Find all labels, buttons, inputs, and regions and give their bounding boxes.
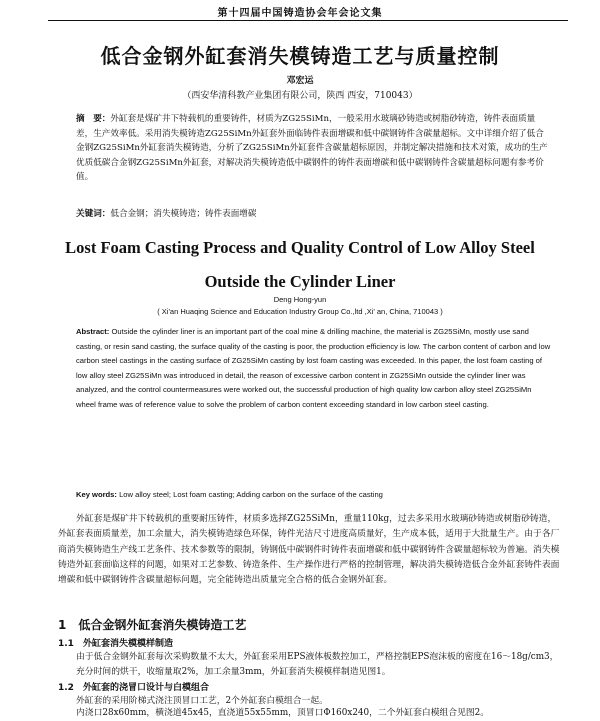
- section-heading-1: 1 低合金钢外缸套消失模铸造工艺: [58, 618, 247, 632]
- chinese-keywords-label: 关键词：: [76, 209, 111, 219]
- chinese-title: 低合金钢外缸套消失模铸造工艺与质量控制: [100, 44, 500, 68]
- english-abstract-label: Abstract:: [76, 327, 110, 336]
- intro-paragraph: 外缸套是煤矿井下转载机的重要耐压铸件，材质多选择ZG25SiMn，重量110kg，过去多采用水玻璃砂铸造或树脂砂铸造，外缸套表面质量差，加工余量大，消失模铸造绿色环保，铸件光洁尺寸进度高质量好，生产成本低，适用于大批量生产。由于各厂商消失模铸造生产线工艺条件、技术参数等的限制，铸钢低中碳钢件时铸件表面增碳和低中碳钢铸件含碳量超标较为普遍。消失模铸造外缸套面临这样的问题，如果对工艺参数、铸造条件、生产操作进行严格的控制管理，解决消失模铸造低合金外缸套铸件表面增碳和低中碳钢铸件含碳量超标问题，完全能铸造出质量完全合格的低合金钢外缸套。: [58, 514, 560, 586]
- english-keywords: [76, 490, 551, 499]
- paragraph-1-1: 由于低合金钢外缸套每次采购数量不太大，外缸套采用EPS液体板数控加工，严格控制EPS泡沫板的密度在16～18g/cm3，充分时间的烘干，收缩量取2%，加工余量3mm，外缸套消失模模样制造见图1。: [76, 652, 559, 677]
- chinese-abstract-label: 摘 要：: [76, 114, 111, 124]
- running-head: 第十四届中国铸造协会年会论文集: [217, 8, 383, 19]
- english-abstract-text: Outside the cylinder liner is an important part of the coal mine & drilling machine, the material is ZG25SiMn, mostly use sand casting, or resin sand casting, the surface quality of the casting is poor, the production efficiency is low. The carbon content of carbon and low carbon steel castings in the casting surface of ZG25SiMn casting by lost foam casting was exceeded. In this paper, the lost foam casting of low alloy steel ZG25SiMn was introduced in detail, the reason of excessive carbon content in ZG25SiMn outside the cylinder liner was analyzed, and the control countermeasures were worked out, the successful production of high quality low carbon alloy steel ZG25SiMn wheel frame was of reference value to solve the problem of carbon content exceeding standard in low carbon steel casting.: [76, 327, 551, 409]
- english-keywords-label: Key words:: [76, 490, 117, 499]
- chinese-author: 邓宏运: [286, 76, 314, 86]
- chinese-keywords: [76, 207, 551, 219]
- paragraph-1-2-continued: 内浇口28x60mm，横浇道45x45，直浇道55x55mm，顶冒口Φ160x240，二个外缸套白模组合见图2。: [76, 708, 490, 718]
- english-keywords-text: Low alloy steel; Lost foam casting; Adding carbon on the surface of the casting: [119, 490, 383, 499]
- english-title-line-2: Outside the Cylinder Liner: [204, 272, 396, 291]
- english-title-line-1: Lost Foam Casting Process and Quality Control of Low Alloy Steel: [65, 238, 535, 257]
- chinese-abstract-text: 外缸套是煤矿井下特载机的重要铸件，材质为ZG25SiMn，一般采用水玻璃砂铸造或树脂砂铸造，铸件表面质量差，生产效率低。采用消失模铸造ZG25SiMn外缸套外面临铸件表面增碳和低中碳钢铸件含碳量超标。文中详细介绍了低合金钢ZG25SiMn外缸套消失模铸造，分析了ZG25SiMn外缸套件含碳量超标原因，并制定解决措施和技术对策，成功的生产优质低碳合金钢ZG25SiMn外缸套，对解决消失模铸造低中碳钢件的铸件表面增碳和低中碳钢铸件含碳量超标问题有参考价值。: [76, 114, 548, 182]
- paragraph-1-2: 外缸套的采用阶梯式浇注顶冒口工艺，2个外缸套白模组合一起。: [76, 696, 328, 706]
- subsection-heading-1-2: 1.2 外缸套的浇冒口设计与白模组合: [58, 683, 209, 693]
- english-abstract: [76, 325, 551, 413]
- english-affiliation: ( Xi'an Huaqing Science and Education Industry Group Co.,ltd ,Xi' an, China, 710043 ): [157, 307, 443, 316]
- header-rule: [48, 20, 568, 21]
- chinese-keywords-text: 低合金钢；消失模铸造；铸件表面增碳: [110, 209, 257, 219]
- subsection-heading-1-1: 1.1 外缸套消失模模样制造: [58, 639, 173, 649]
- chinese-abstract: [76, 112, 551, 185]
- chinese-affiliation: （西安华清科教产业集团有限公司，陕西 西安，710043）: [182, 91, 418, 101]
- english-author: Deng Hong-yun: [273, 295, 327, 304]
